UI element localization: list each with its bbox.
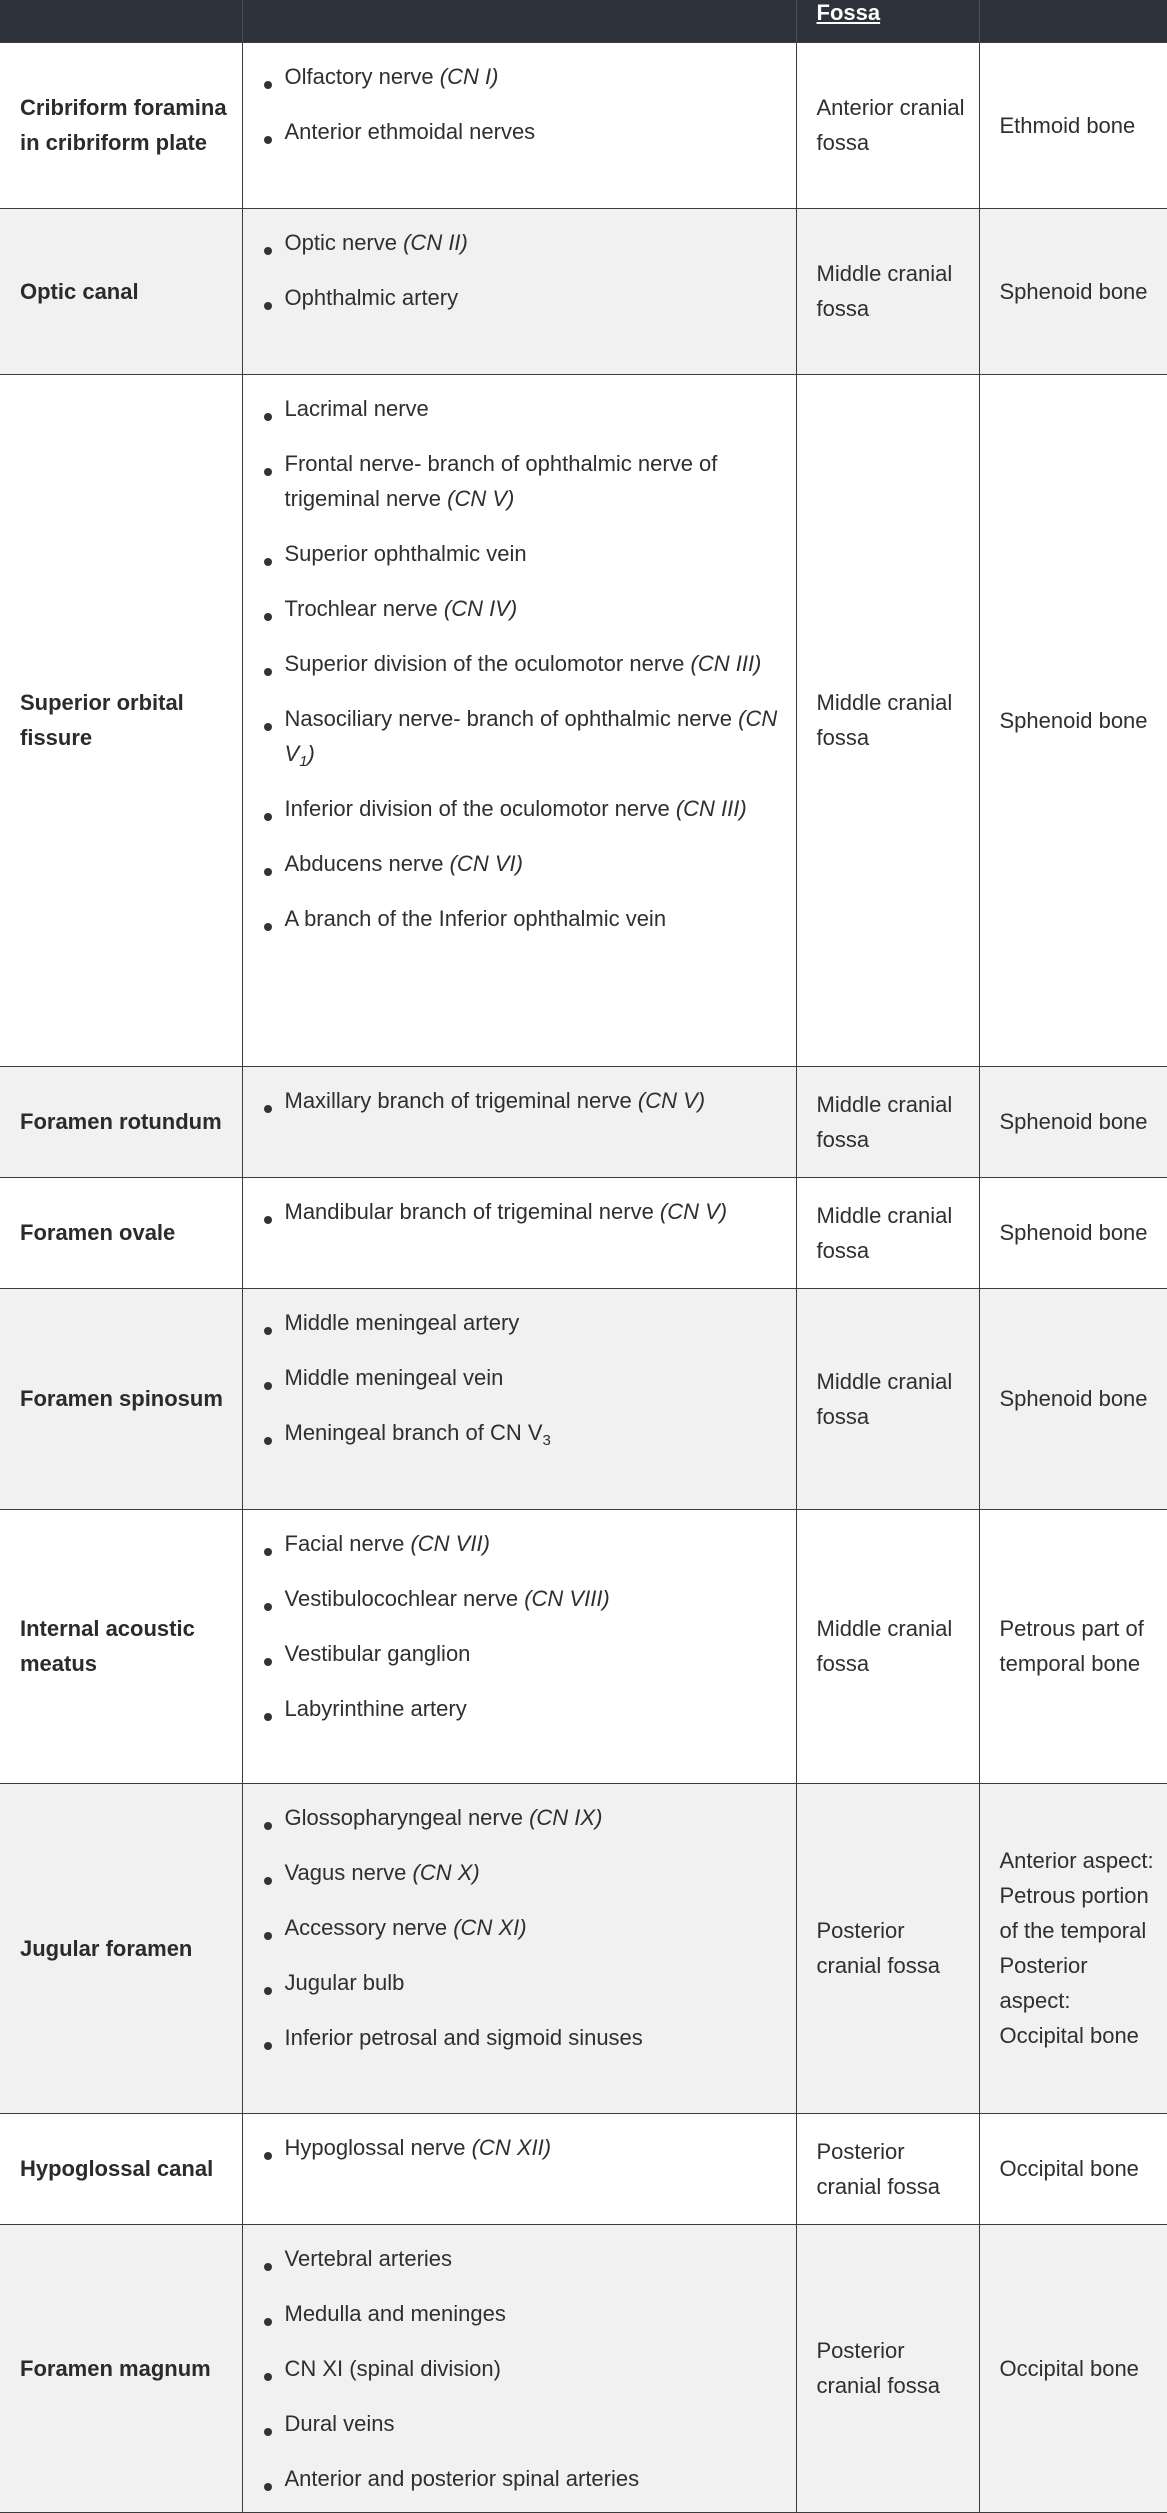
foramen-name: Internal acoustic meatus	[0, 1509, 242, 1783]
item-text: Middle meningeal artery	[284, 1309, 520, 1335]
fossa-cell: Posterior cranial fossa	[796, 2224, 979, 2512]
contents-cell	[242, 1288, 796, 1509]
table-body	[0, 42, 1167, 2512]
item-text: Mandibular branch of trigeminal nerve	[284, 1198, 660, 1224]
fossa-cell: Middle cranial fossa	[796, 374, 979, 1066]
item-text: Anterior and posterior spinal arteries	[284, 2465, 640, 2491]
item-nerve-code: (CN VII)	[410, 1530, 490, 1556]
contents-cell	[242, 42, 796, 208]
list-item	[263, 114, 778, 149]
list-item	[263, 1194, 778, 1229]
item-text: Superior ophthalmic vein	[284, 540, 527, 566]
item-nerve-code-end: )	[307, 740, 315, 766]
item-text: Frontal nerve- branch of ophthalmic nerve of trigeminal nerve	[284, 450, 718, 511]
bone-cell: Sphenoid bone	[979, 208, 1167, 374]
contents-list	[263, 2130, 778, 2165]
contents-cell	[242, 1177, 796, 1288]
table-row	[0, 1783, 1167, 2113]
contents-list	[263, 1305, 778, 1450]
item-nerve-code: (CN I)	[439, 63, 499, 89]
list-item	[263, 391, 778, 426]
foramen-name: Hypoglossal canal	[0, 2113, 242, 2224]
table-row	[0, 1066, 1167, 1177]
list-item	[263, 59, 778, 94]
table-row	[0, 42, 1167, 208]
bone-cell: Petrous part of temporal bone	[979, 1509, 1167, 1783]
contents-list	[263, 1800, 778, 2055]
item-text: Inferior division of the oculomotor nerve	[284, 795, 676, 821]
header-cell-foramen	[0, 0, 242, 42]
item-subscript: 3	[542, 1431, 551, 1449]
list-item	[263, 1581, 778, 1616]
item-text: Vertebral arteries	[284, 2245, 453, 2271]
table-row	[0, 1288, 1167, 1509]
list-item	[263, 1800, 778, 1835]
contents-cell	[242, 1783, 796, 2113]
list-item	[263, 2130, 778, 2165]
fossa-cell: Middle cranial fossa	[796, 1288, 979, 1509]
contents-list	[263, 59, 778, 149]
header-row	[0, 0, 1167, 42]
item-text: Lacrimal nerve	[284, 395, 429, 421]
contents-cell	[242, 1066, 796, 1177]
item-text: Vestibulocochlear nerve	[284, 1585, 525, 1611]
list-item	[263, 1636, 778, 1671]
item-text: Ophthalmic artery	[284, 284, 459, 310]
item-text: Inferior petrosal and sigmoid sinuses	[284, 2024, 643, 2050]
bone-cell: Ethmoid bone	[979, 42, 1167, 208]
list-item	[263, 1691, 778, 1726]
list-item	[263, 1965, 778, 2000]
fossa-cell: Middle cranial fossa	[796, 1177, 979, 1288]
contents-cell	[242, 208, 796, 374]
item-text: A branch of the Inferior ophthalmic vein	[284, 905, 667, 931]
item-text: Olfactory nerve	[284, 63, 440, 89]
item-text: Labyrinthine artery	[284, 1695, 467, 1721]
bone-cell: Sphenoid bone	[979, 1066, 1167, 1177]
fossa-cell: Middle cranial fossa	[796, 1509, 979, 1783]
item-subscript: 1	[299, 752, 308, 770]
item-nerve-code: (CN III)	[690, 650, 762, 676]
table-row	[0, 374, 1167, 1066]
bone-cell: Sphenoid bone	[979, 1177, 1167, 1288]
list-item	[263, 2406, 778, 2441]
foramen-name: Foramen magnum	[0, 2224, 242, 2512]
item-text: Facial nerve	[284, 1530, 411, 1556]
foramen-name: Foramen rotundum	[0, 1066, 242, 1177]
item-nerve-code: (CN VIII)	[524, 1585, 610, 1611]
contents-cell	[242, 2113, 796, 2224]
list-item	[263, 446, 778, 516]
list-item	[263, 1855, 778, 1890]
list-item	[263, 591, 778, 626]
list-item	[263, 2296, 778, 2331]
item-text: Anterior ethmoidal nerves	[284, 118, 536, 144]
table-row	[0, 1177, 1167, 1288]
list-item	[263, 2020, 778, 2055]
item-text: Hypoglossal nerve	[284, 2134, 472, 2160]
list-item	[263, 1415, 778, 1450]
list-item	[263, 701, 778, 771]
list-item	[263, 225, 778, 260]
item-nerve-code: (CN V)	[637, 1087, 706, 1113]
item-nerve-code: (CN II)	[403, 229, 468, 255]
item-nerve-code: (CN X)	[412, 1859, 480, 1885]
item-text: Vagus nerve	[284, 1859, 413, 1885]
item-text: Trochlear nerve	[284, 595, 444, 621]
foramen-name: Foramen spinosum	[0, 1288, 242, 1509]
foramen-name: Superior orbital fissure	[0, 374, 242, 1066]
table-row	[0, 208, 1167, 374]
item-nerve-code: (CN V)	[659, 1198, 728, 1224]
fossa-cell: Middle cranial fossa	[796, 1066, 979, 1177]
bone-cell: Occipital bone	[979, 2113, 1167, 2224]
list-item	[263, 2241, 778, 2276]
item-nerve-code: (CN VI)	[449, 850, 523, 876]
contents-list	[263, 2241, 778, 2496]
table-row	[0, 1509, 1167, 1783]
item-text: Middle meningeal vein	[284, 1364, 504, 1390]
item-nerve-code: (CN III)	[675, 795, 747, 821]
foramen-name: Optic canal	[0, 208, 242, 374]
list-item	[263, 536, 778, 571]
list-item	[263, 846, 778, 881]
contents-cell	[242, 374, 796, 1066]
header-cell-bone	[979, 0, 1167, 42]
item-text: Dural veins	[284, 2410, 395, 2436]
list-item	[263, 2461, 778, 2496]
contents-list	[263, 1083, 778, 1118]
contents-list	[263, 1194, 778, 1229]
item-text: CN XI (spinal division)	[284, 2355, 501, 2381]
bone-cell: Sphenoid bone	[979, 374, 1167, 1066]
bone-cell: Occipital bone	[979, 2224, 1167, 2512]
item-text: Meningeal branch of CN V	[284, 1419, 543, 1445]
list-item	[263, 1305, 778, 1340]
item-nerve-code: (CN V)	[447, 485, 515, 511]
contents-list	[263, 391, 778, 936]
header-cell-fossa	[796, 0, 979, 42]
bone-cell: Anterior aspect: Petrous portion of the temporal Posterior aspect: Occipital bone	[979, 1783, 1167, 2113]
item-nerve-code: (CN IX)	[529, 1804, 603, 1830]
item-nerve-code: (CN IV)	[443, 595, 518, 621]
table-row	[0, 2113, 1167, 2224]
contents-list	[263, 225, 778, 315]
item-text: Abducens nerve	[284, 850, 450, 876]
table-header	[0, 0, 1167, 42]
item-text: Nasociliary nerve- branch of ophthalmic nerve	[284, 705, 739, 731]
foramen-name: Foramen ovale	[0, 1177, 242, 1288]
table-row	[0, 2224, 1167, 2512]
fossa-cell: Posterior cranial fossa	[796, 2113, 979, 2224]
item-text: Maxillary branch of trigeminal nerve	[284, 1087, 638, 1113]
contents-list	[263, 1526, 778, 1726]
list-item	[263, 1083, 778, 1118]
fossa-cell: Middle cranial fossa	[796, 208, 979, 374]
list-item	[263, 280, 778, 315]
list-item	[263, 791, 778, 826]
item-text: Optic nerve	[284, 229, 404, 255]
list-item	[263, 901, 778, 936]
bone-cell: Sphenoid bone	[979, 1288, 1167, 1509]
item-text: Vestibular ganglion	[284, 1640, 471, 1666]
contents-cell	[242, 2224, 796, 2512]
item-text: Superior division of the oculomotor nerve	[284, 650, 691, 676]
list-item	[263, 2351, 778, 2386]
list-item	[263, 1910, 778, 1945]
item-text: Jugular bulb	[284, 1969, 405, 1995]
foramen-name: Jugular foramen	[0, 1783, 242, 2113]
list-item	[263, 1526, 778, 1561]
item-text: Medulla and meninges	[284, 2300, 506, 2326]
list-item	[263, 646, 778, 681]
item-nerve-code: (CN V	[284, 705, 778, 766]
fossa-cell: Posterior cranial fossa	[796, 1783, 979, 2113]
header-fossa-label: Fossa	[816, 0, 881, 25]
item-nerve-code: (CN XII)	[471, 2134, 552, 2160]
item-nerve-code: (CN XI)	[453, 1914, 527, 1940]
list-item	[263, 1360, 778, 1395]
item-text: Accessory nerve	[284, 1914, 454, 1940]
foramen-name: Cribriform foramina in cribriform plate	[0, 42, 242, 208]
header-cell-contents	[242, 0, 796, 42]
contents-cell	[242, 1509, 796, 1783]
fossa-cell: Anterior cranial fossa	[796, 42, 979, 208]
item-text: Glossopharyngeal nerve	[284, 1804, 530, 1830]
